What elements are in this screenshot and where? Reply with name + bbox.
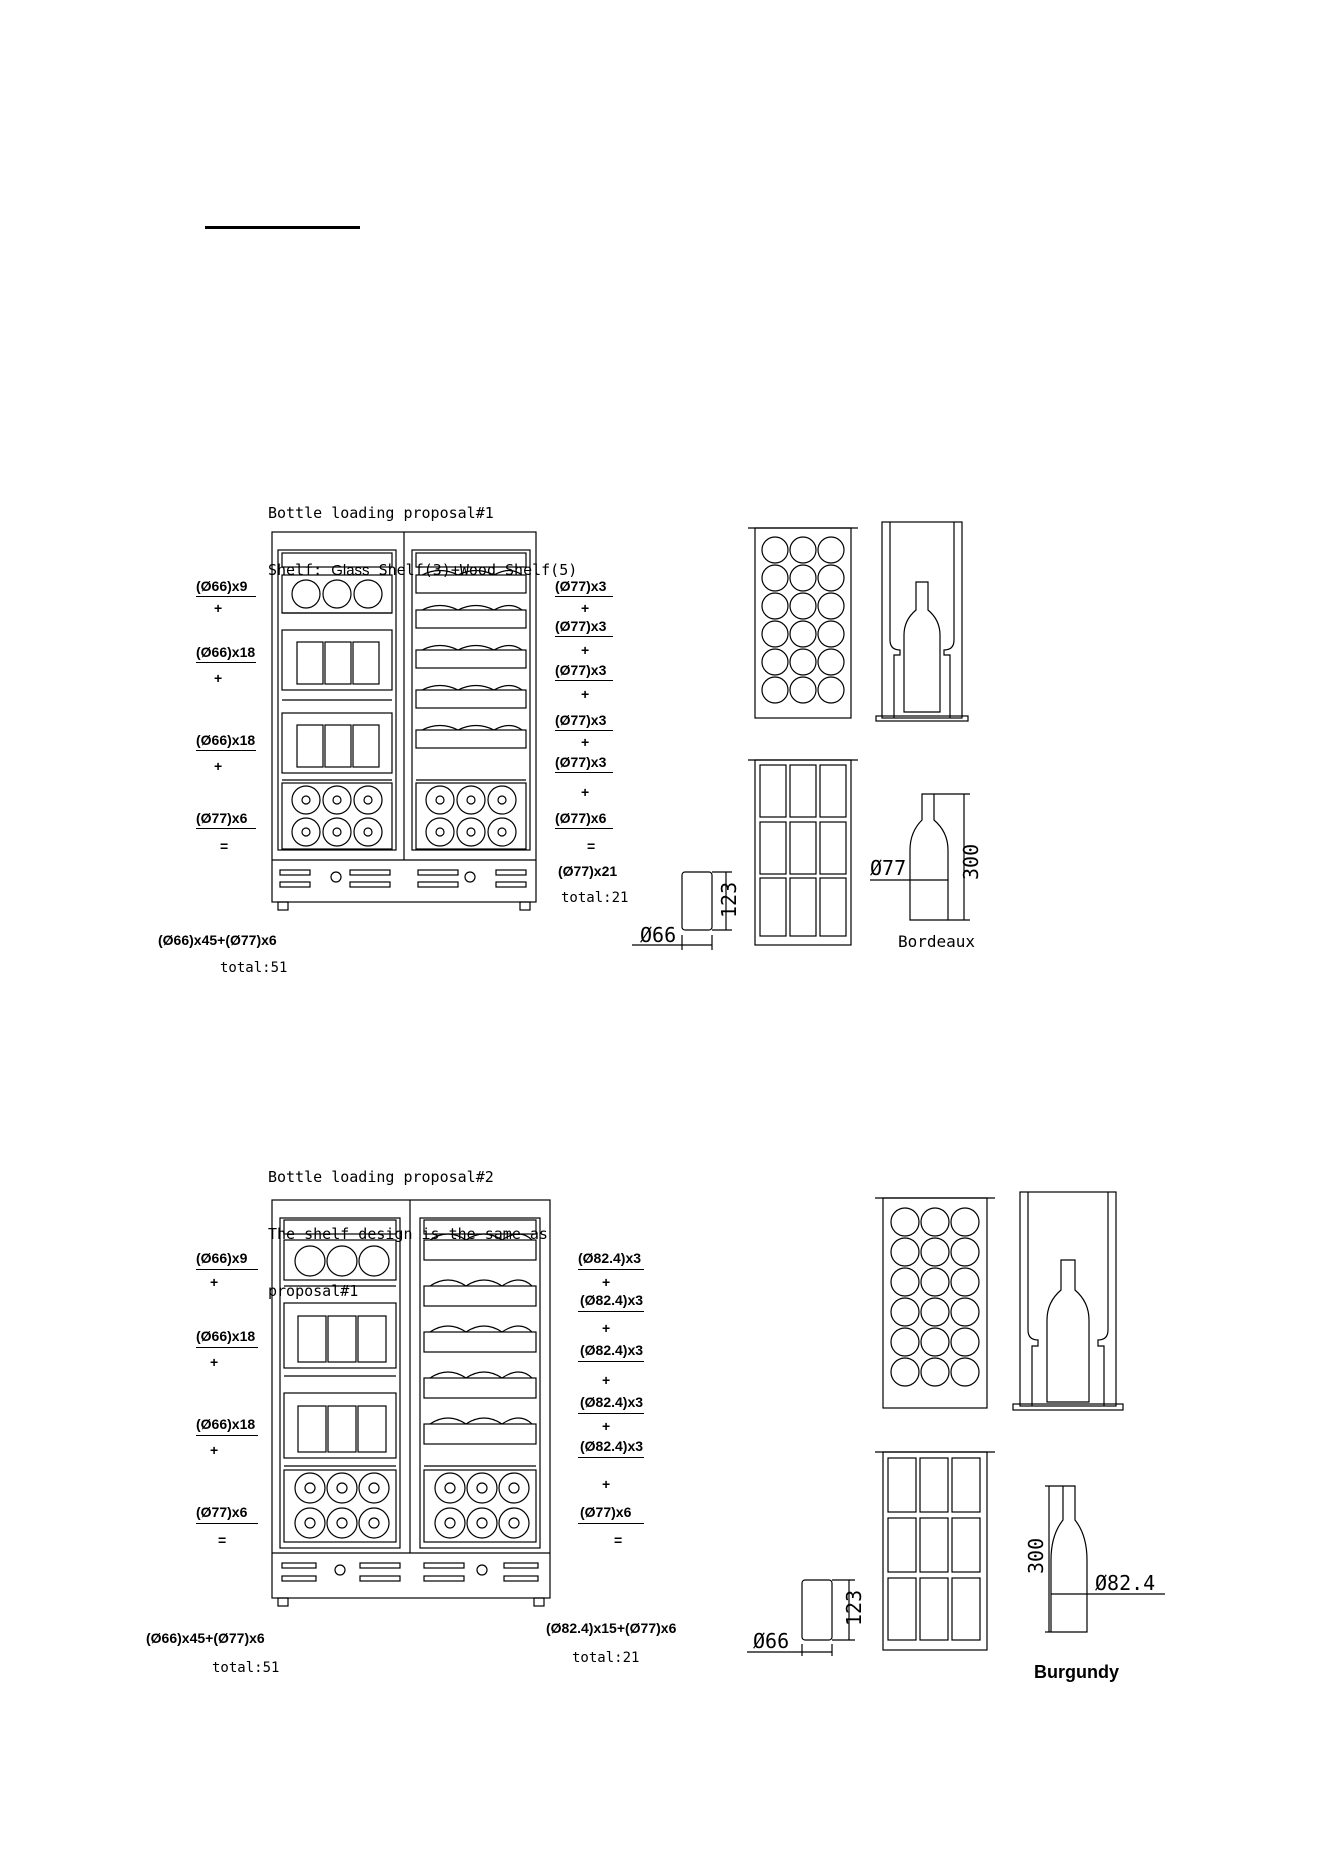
- arrow-left-icon: [555, 772, 613, 773]
- arrow-right-icon: [196, 1269, 258, 1270]
- arrow-right-icon: [196, 750, 256, 751]
- bottle-height-text: 300: [959, 843, 983, 880]
- arrow-right-icon: [196, 1523, 258, 1524]
- plus-sign: +: [602, 1372, 611, 1388]
- p1-right-label-4: (Ø77)x3: [555, 712, 607, 728]
- title-underline: [205, 226, 360, 229]
- p2-left-label-3: (Ø66)x18: [196, 1416, 256, 1432]
- plus-sign: +: [581, 784, 590, 800]
- p2-left-label-2: (Ø66)x18: [196, 1328, 256, 1344]
- p1-left-label-3: (Ø66)x18: [196, 732, 256, 748]
- arrow-left-icon: [578, 1361, 644, 1362]
- p1-bottle-type: Bordeaux: [898, 932, 976, 951]
- plus-sign: +: [602, 1418, 611, 1434]
- p2-left-label-1: (Ø66)x9: [196, 1250, 248, 1266]
- arrow-left-icon: [555, 730, 613, 731]
- arrow-left-icon: [555, 596, 613, 597]
- p1-left-label-1: (Ø66)x9: [196, 578, 248, 594]
- p2-right-label-1: (Ø82.4)x3: [578, 1250, 642, 1266]
- p1-right-label-6: (Ø77)x6: [555, 810, 607, 826]
- p2-right-label-4: (Ø82.4)x3: [580, 1394, 644, 1410]
- p1-left-total-formula: (Ø66)x45+(Ø77)x6: [158, 932, 277, 948]
- p2-left-total-formula: (Ø66)x45+(Ø77)x6: [146, 1630, 265, 1646]
- bottle-diameter-text: Ø82.4: [1095, 1571, 1156, 1595]
- equals-sign: =: [614, 1532, 623, 1548]
- p1-left-total: total:51: [220, 960, 288, 976]
- plus-sign: +: [214, 758, 223, 774]
- p1-left-label-4: (Ø77)x6: [196, 810, 248, 826]
- proposal1-detail-drawings: [630, 520, 1000, 960]
- p1-left-label-2: (Ø66)x18: [196, 644, 256, 660]
- proposal1-title: Bottle loading proposal#1: [268, 504, 494, 522]
- p1-right-label-1: (Ø77)x3: [555, 578, 607, 594]
- arrow-left-icon: [555, 636, 613, 637]
- arrow-right-icon: [196, 1347, 258, 1348]
- bottle-diameter-text: Ø77: [870, 856, 907, 880]
- p2-right-label-5: (Ø82.4)x3: [580, 1438, 644, 1454]
- plus-sign: +: [602, 1274, 611, 1290]
- p1-right-total: total:21: [561, 890, 629, 906]
- proposal2-shelf-line-2: proposal#1: [268, 1282, 359, 1300]
- proposal1-shelf-line: Shelf: Glass Shelf(3)+Wood Shelf(5): [268, 561, 578, 579]
- p2-right-label-3: (Ø82.4)x3: [580, 1342, 644, 1358]
- arrow-left-icon: [578, 1457, 644, 1458]
- arrow-right-icon: [196, 1435, 258, 1436]
- can-height-text: 123: [717, 881, 741, 918]
- p2-left-total: total:51: [212, 1660, 280, 1676]
- equals-sign: =: [587, 838, 596, 854]
- plus-sign: +: [214, 600, 223, 616]
- plus-sign: +: [581, 686, 590, 702]
- p2-right-label-6: (Ø77)x6: [580, 1504, 632, 1520]
- plus-sign: +: [581, 642, 590, 658]
- plus-sign: +: [210, 1354, 219, 1370]
- p2-right-label-2: (Ø82.4)x3: [580, 1292, 644, 1308]
- plus-sign: +: [602, 1476, 611, 1492]
- plus-sign: +: [602, 1320, 611, 1336]
- p1-right-label-2: (Ø77)x3: [555, 618, 607, 634]
- arrow-right-icon: [196, 596, 256, 597]
- equals-sign: =: [220, 838, 229, 854]
- p2-right-total: total:21: [572, 1650, 640, 1666]
- p1-right-label-3: (Ø77)x3: [555, 662, 607, 678]
- bottle-height-text: 300: [1024, 1537, 1048, 1574]
- p2-bottle-type: Burgundy: [1034, 1662, 1119, 1682]
- plus-sign: +: [210, 1442, 219, 1458]
- p1-right-label-5: (Ø77)x3: [555, 754, 607, 770]
- proposal2-cabinet-drawing: [270, 1198, 555, 1613]
- arrow-left-icon: [578, 1413, 644, 1414]
- can-diameter-text: Ø66: [753, 1629, 790, 1653]
- arrow-left-icon: [578, 1311, 644, 1312]
- arrow-left-icon: [555, 680, 613, 681]
- can-height-text: 123: [842, 1589, 866, 1626]
- proposal2-detail-drawings: [745, 1190, 1175, 1660]
- plus-sign: +: [581, 734, 590, 750]
- plus-sign: +: [214, 670, 223, 686]
- proposal2-shelf-line: The shelf design is the same as: [268, 1225, 548, 1243]
- can-diameter-text: Ø66: [640, 923, 677, 947]
- proposal2-title: Bottle loading proposal#2: [268, 1168, 494, 1186]
- p2-left-label-4: (Ø77)x6: [196, 1504, 248, 1520]
- plus-sign: +: [581, 600, 590, 616]
- equals-sign: =: [218, 1532, 227, 1548]
- proposal1-cabinet-drawing: [270, 530, 540, 915]
- p1-right-total-formula: (Ø77)x21: [558, 863, 618, 879]
- arrow-left-icon: [555, 828, 613, 829]
- plus-sign: +: [210, 1274, 219, 1290]
- p2-right-total-formula: (Ø82.4)x15+(Ø77)x6: [546, 1620, 677, 1636]
- arrow-right-icon: [196, 828, 256, 829]
- arrow-left-icon: [578, 1523, 644, 1524]
- arrow-left-icon: [578, 1269, 644, 1270]
- arrow-right-icon: [196, 662, 256, 663]
